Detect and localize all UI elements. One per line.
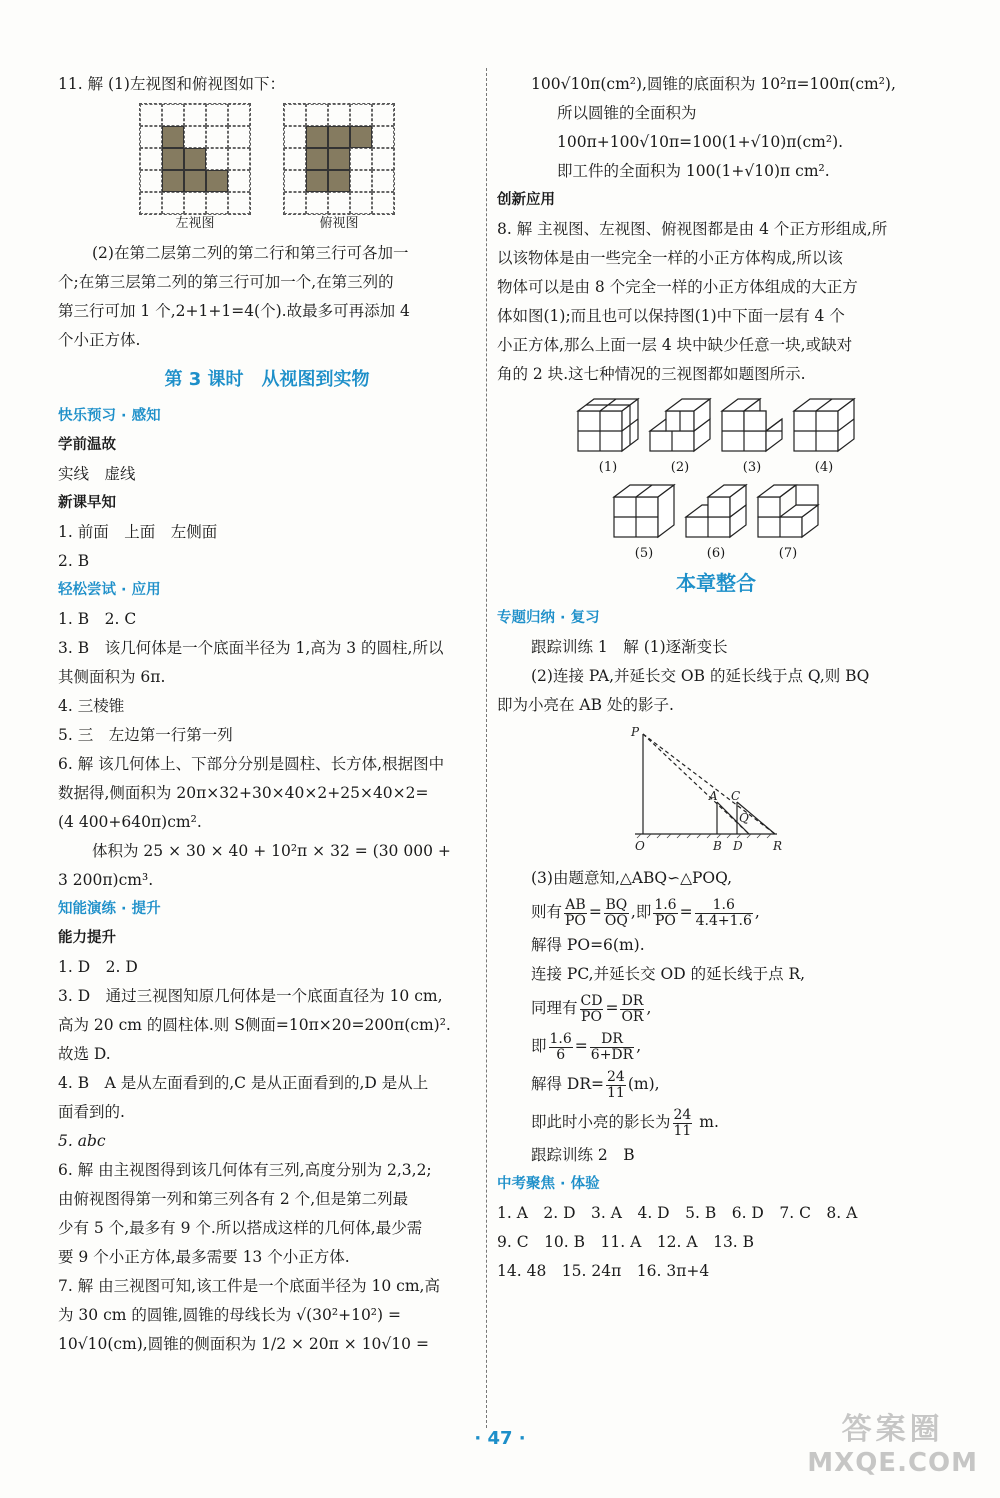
answer-line: 5. abc [58,1132,106,1150]
answer-line: 为 30 cm 的圆锥,圆锥的母线长为 √(30²+10²) = [58,1306,401,1324]
section-heading: 快乐预习 · 感知 [58,408,161,424]
answer-line: 实线 虚线 [58,465,136,483]
cube-figure [792,397,856,477]
fraction: $\frac{1.6}{6}$ [549,1030,572,1063]
answer-line: 连接 PC,并延长交 OD 的延长线于点 R, [531,965,806,983]
label-q: Q [739,811,749,825]
top-view-caption: 俯视图 [319,216,359,231]
q11-line1: 11. 解 (1)左视图和俯视图如下： [58,75,285,93]
cube-label: (3) [742,460,762,475]
answer-line: 14. 48 15. 24π 16. 3π+4 [497,1262,710,1280]
fraction: $\frac{24}{11}$ [673,1106,692,1139]
right-column [497,70,935,1286]
answer-line: (3)由题意知,△ABQ∽△POQ, [531,869,733,887]
answer-line: 7. 解 由三视图可知,该工件是一个底面半径为 10 cm,高 [58,1277,440,1295]
answer-line: 1. A 2. D 3. A 4. D 5. B 6. D 7. C 8. A [497,1204,858,1222]
answer-line: 数据得,侧面积为 20π×32+30×40×2+25×40×2= [58,784,429,802]
cube-figure [720,397,784,477]
top-view-grid [283,103,395,215]
answer-line: 9. C 10. B 11. A 12. A 13. B [497,1233,755,1251]
sub-heading: 能力提升 [58,930,116,946]
watermark-mark: 答案圈 [841,1412,944,1447]
answer-line: 由俯视图得第一列和第三列各有 2 个,但是第二列最 [58,1190,409,1208]
answer-line: 100π+100√10π=100(1+√10)π(cm²). [557,133,844,151]
section-heading: 轻松尝试 · 应用 [58,582,161,598]
lesson-title: 第 3 课时 从视图到实物 [164,369,370,390]
left-view-caption: 左视图 [175,216,215,231]
cube-label: (4) [814,460,834,475]
section-heading: 专题归纳 · 复习 [497,610,600,626]
equation-line: 同理有 $\frac{CD}{PO}$ = $\frac{DR}{OR}$ , [531,992,652,1025]
answer-line: 跟踪训练 1 解 (1)逐渐变长 [531,638,728,656]
section-heading: 知能演练 · 提升 [58,901,161,917]
q11-p2-line: (2)在第二层第二列的第二行和第三行可各加一 [92,244,409,262]
cube-label: (5) [634,546,654,561]
cube-label: (1) [598,460,618,475]
equation-line: 则有 $\frac{AB}{PO}$ = $\frac{BQ}{OQ}$ ,即 $\frac{1.6}{PO}$ = $\frac{1.6}{4.4+1.6}$ , [531,896,760,929]
sub-heading: 新课早知 [58,495,116,511]
answer-line: 1. B 2. C [58,610,137,628]
watermark-url: MXQE.COM [807,1448,978,1478]
top-view-figure [283,103,395,233]
label-d: D [733,839,743,853]
answer-line: 1. 前面 上面 左侧面 [58,523,218,541]
sub-heading: 学前温故 [58,437,116,453]
cube-label: (6) [706,546,726,561]
left-view-figure [139,103,251,233]
fraction: $\frac{BQ}{OQ}$ [604,896,628,929]
answer-line: 要 9 个小正方体,最多需要 13 个小正方体. [58,1248,350,1266]
sub-heading: 创新应用 [497,192,555,208]
cube-figure [648,397,712,477]
answer-line: 其侧面积为 6π. [58,668,166,686]
answer-line: 4. B A 是从左面看到的,C 是从正面看到的,D 是从上 [58,1074,429,1092]
cube-figure [576,397,640,477]
fraction: $\frac{CD}{PO}$ [580,992,603,1025]
fraction: $\frac{DR}{OR}$ [621,992,644,1025]
answer-line: 2. B [58,552,90,570]
equation-line: 解得 DR= $\frac{24}{11}$ (m), [531,1068,660,1101]
answer-line: 8. 解 主视图、左视图、俯视图都是由 4 个正方形组成,所 [497,220,888,238]
answer-line: 解得 PO=6(m). [531,936,645,954]
label-o: O [635,839,645,853]
answer-line: 以该物体是由一些完全一样的小正方体构成,所以该 [497,249,843,267]
cube-figures [497,397,935,563]
cube-figure [612,483,676,563]
answer-line: 高为 20 cm 的圆柱体.则 S侧面=10π×20=200π(cm)². [58,1016,451,1034]
answer-line: 1. D 2. D [58,958,138,976]
answer-line: 3 200π)cm³. [58,871,154,889]
fraction: $\frac{DR}{6+DR}$ [590,1030,634,1063]
cube-label: (2) [670,460,690,475]
label-r: R [773,839,783,853]
answer-line: 小正方体,那么上面一层 4 块中缺少任意一块,或缺对 [497,336,853,354]
answer-line: 所以圆锥的全面积为 [557,104,697,122]
shadow-diagram [497,724,935,864]
fraction: $\frac{1.6}{4.4+1.6}$ [695,896,752,929]
answer-line: 体积为 25 × 30 × 40 + 10²π × 32 = (30 000 + [92,842,451,860]
q11-p2-line: 个;在第三层第二列的第三行可加一个,在第三列的 [58,273,394,291]
answer-line: 故选 D. [58,1045,111,1063]
q11-p2-line: 第三行可加 1 个,2+1+1=4(个).故最多可再添加 4 [58,302,410,320]
answer-line: 6. 解 该几何体上、下部分分别是圆柱、长方体,根据图中 [58,755,445,773]
column-divider [486,68,487,1428]
cube-figure [684,483,748,563]
answer-line: 10√10(cm),圆锥的侧面积为 1/2 × 20π × 10√10 = [58,1335,429,1353]
cube-label: (7) [778,546,798,561]
answer-line: (2)连接 PA,并延长交 OB 的延长线于点 Q,则 BQ [531,667,870,685]
answer-line: 面看到的. [58,1103,125,1121]
answer-line: (4 400+640π)cm². [58,813,202,831]
answer-line: 角的 2 块.这七种情况的三视图都如题图所示. [497,365,806,383]
answer-line: 3. B 该几何体是一个底面半径为 1,高为 3 的圆柱,所以 [58,639,444,657]
label-p: P [631,725,640,739]
label-c: C [731,789,741,803]
section-heading: 中考聚焦 · 体验 [497,1176,600,1192]
answer-line: 少有 5 个,最多有 9 个.所以搭成这样的几何体,最少需 [58,1219,423,1237]
q11-figures [58,103,476,233]
label-a: A [709,789,718,803]
cube-figure [756,483,820,563]
answer-line: 物体可以是由 8 个完全一样的小正方体组成的大正方 [497,278,858,296]
chapter-title: 本章整合 [676,571,756,595]
left-view-grid [139,103,251,215]
equation-line: 即 $\frac{1.6}{6}$ = $\frac{DR}{6+DR}$ , [531,1030,642,1063]
answer-line: 100√10π(cm²),圆锥的底面积为 10²π=100π(cm²), [531,75,896,93]
q11-p2-line: 个小正方体. [58,331,141,349]
fraction: $\frac{1.6}{PO}$ [654,896,677,929]
watermark [807,1404,978,1478]
answer-line: 即工件的全面积为 100(1+√10)π cm². [557,162,830,180]
answer-line: 3. D 通过三视图知原几何体是一个底面直径为 10 cm, [58,987,443,1005]
fraction: $\frac{24}{11}$ [607,1068,625,1101]
answer-line: 5. 三 左边第一行第一列 [58,726,233,744]
answer-line: 4. 三棱锥 [58,697,125,715]
answer-line: 体如图(1);而且也可以保持图(1)中下面一层有 4 个 [497,307,845,325]
label-b: B [713,839,722,853]
left-column [58,70,476,1359]
equation-line: 即此时小亮的影长为 $\frac{24}{11}$ m. [531,1106,719,1139]
answer-line: 即为小亮在 AB 处的影子. [497,696,674,714]
page-number: · 47 · [474,1428,526,1449]
answer-line: 6. 解 由主视图得到该几何体有三列,高度分别为 2,3,2; [58,1161,432,1179]
answer-line: 跟踪训练 2 B [531,1146,635,1164]
fraction: $\frac{AB}{PO}$ [565,896,586,929]
